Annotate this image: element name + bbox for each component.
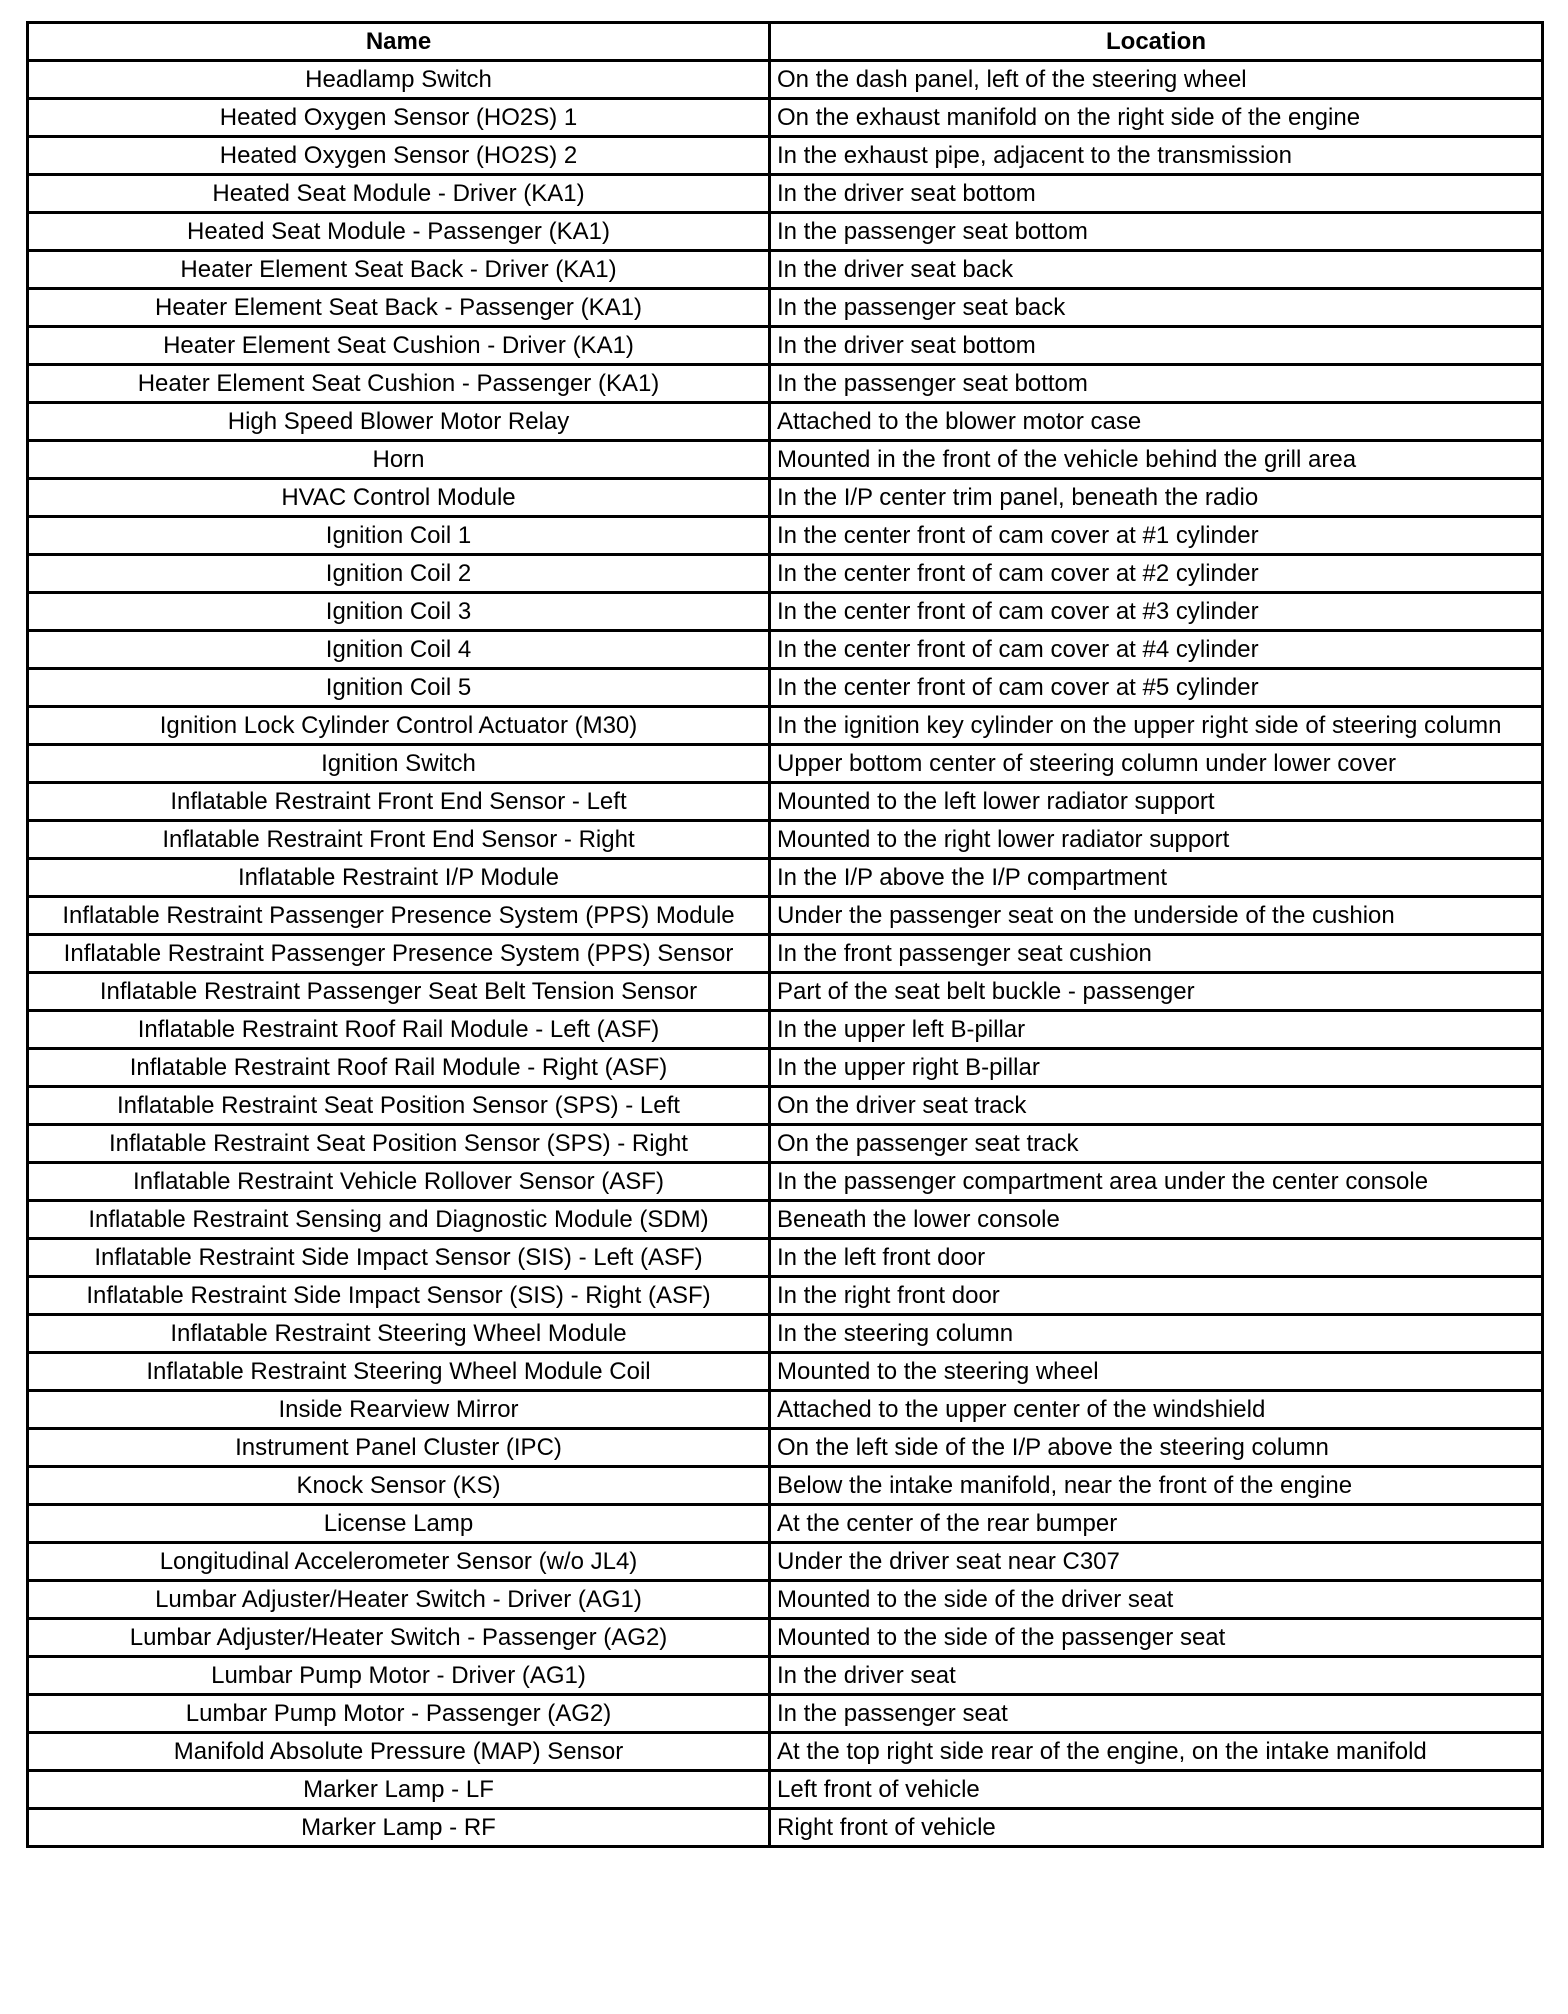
table-row xyxy=(28,1277,1543,1315)
table-row xyxy=(28,1201,1543,1239)
component-name-cell: Ignition Switch xyxy=(28,745,770,783)
component-name-cell: Inflatable Restraint Passenger Seat Belt Tension Sensor xyxy=(28,973,770,1011)
component-location-cell: In the exhaust pipe, adjacent to the transmission xyxy=(770,137,1543,175)
table-row xyxy=(28,1087,1543,1125)
component-location-cell: On the left side of the I/P above the steering column xyxy=(770,1429,1543,1467)
table-row xyxy=(28,517,1543,555)
table-row xyxy=(28,175,1543,213)
component-location-cell: Attached to the upper center of the windshield xyxy=(770,1391,1543,1429)
table-row xyxy=(28,1733,1543,1771)
component-name-cell: Inflatable Restraint Front End Sensor - Left xyxy=(28,783,770,821)
component-name-cell: Inflatable Restraint Steering Wheel Module xyxy=(28,1315,770,1353)
table-row xyxy=(28,1543,1543,1581)
table-row xyxy=(28,669,1543,707)
component-name-cell: Ignition Coil 3 xyxy=(28,593,770,631)
component-name-cell: High Speed Blower Motor Relay xyxy=(28,403,770,441)
component-location-cell: In the driver seat xyxy=(770,1657,1543,1695)
table-row xyxy=(28,99,1543,137)
table-row xyxy=(28,821,1543,859)
component-name-cell: Inflatable Restraint Side Impact Sensor (SIS) - Left (ASF) xyxy=(28,1239,770,1277)
component-name-cell: Inflatable Restraint Side Impact Sensor (SIS) - Right (ASF) xyxy=(28,1277,770,1315)
component-name-cell: Marker Lamp - RF xyxy=(28,1809,770,1847)
component-location-cell: On the dash panel, left of the steering wheel xyxy=(770,61,1543,99)
table-row xyxy=(28,479,1543,517)
table-row xyxy=(28,631,1543,669)
table-row xyxy=(28,1771,1543,1809)
table-row xyxy=(28,365,1543,403)
table-row xyxy=(28,1315,1543,1353)
table-row xyxy=(28,1163,1543,1201)
component-location-cell: Mounted to the right lower radiator support xyxy=(770,821,1543,859)
component-name-cell: Inflatable Restraint Roof Rail Module - Right (ASF) xyxy=(28,1049,770,1087)
component-name-cell: Heater Element Seat Cushion - Driver (KA1) xyxy=(28,327,770,365)
component-name-cell: Inflatable Restraint Passenger Presence System (PPS) Sensor xyxy=(28,935,770,973)
component-location-cell: In the center front of cam cover at #2 cylinder xyxy=(770,555,1543,593)
component-name-cell: Lumbar Adjuster/Heater Switch - Driver (AG1) xyxy=(28,1581,770,1619)
table-row xyxy=(28,1809,1543,1847)
component-name-cell: Heated Seat Module - Passenger (KA1) xyxy=(28,213,770,251)
table-body xyxy=(28,61,1543,1847)
table-row xyxy=(28,441,1543,479)
component-name-cell: Inflatable Restraint Roof Rail Module - Left (ASF) xyxy=(28,1011,770,1049)
table-row xyxy=(28,1049,1543,1087)
component-name-cell: Longitudinal Accelerometer Sensor (w/o JL4) xyxy=(28,1543,770,1581)
component-location-cell: Mounted to the side of the passenger seat xyxy=(770,1619,1543,1657)
component-name-cell: Heated Oxygen Sensor (HO2S) 1 xyxy=(28,99,770,137)
table-row xyxy=(28,1011,1543,1049)
component-name-cell: Heated Oxygen Sensor (HO2S) 2 xyxy=(28,137,770,175)
component-name-cell: Inside Rearview Mirror xyxy=(28,1391,770,1429)
component-name-cell: Ignition Coil 4 xyxy=(28,631,770,669)
component-name-cell: Lumbar Pump Motor - Passenger (AG2) xyxy=(28,1695,770,1733)
component-name-cell: Horn xyxy=(28,441,770,479)
component-location-cell: Left front of vehicle xyxy=(770,1771,1543,1809)
component-location-cell: On the passenger seat track xyxy=(770,1125,1543,1163)
component-name-cell: Heated Seat Module - Driver (KA1) xyxy=(28,175,770,213)
component-name-cell: Heater Element Seat Back - Driver (KA1) xyxy=(28,251,770,289)
component-location-cell: In the driver seat bottom xyxy=(770,327,1543,365)
component-location-cell: In the upper left B-pillar xyxy=(770,1011,1543,1049)
component-name-cell: Knock Sensor (KS) xyxy=(28,1467,770,1505)
component-location-cell: In the driver seat back xyxy=(770,251,1543,289)
table-row xyxy=(28,783,1543,821)
component-location-cell: In the front passenger seat cushion xyxy=(770,935,1543,973)
table-row xyxy=(28,1239,1543,1277)
table-row xyxy=(28,1125,1543,1163)
name-column-header: Name xyxy=(28,23,770,61)
component-name-cell: Inflatable Restraint Sensing and Diagnostic Module (SDM) xyxy=(28,1201,770,1239)
component-name-cell: Heater Element Seat Cushion - Passenger (KA1) xyxy=(28,365,770,403)
component-location-cell: In the I/P center trim panel, beneath the radio xyxy=(770,479,1543,517)
component-name-cell: Heater Element Seat Back - Passenger (KA1) xyxy=(28,289,770,327)
table-row xyxy=(28,973,1543,1011)
table-row xyxy=(28,1353,1543,1391)
component-location-cell: In the right front door xyxy=(770,1277,1543,1315)
table-row xyxy=(28,1581,1543,1619)
table-row xyxy=(28,327,1543,365)
component-name-cell: HVAC Control Module xyxy=(28,479,770,517)
table-row xyxy=(28,251,1543,289)
component-location-cell: In the center front of cam cover at #3 cylinder xyxy=(770,593,1543,631)
table-row xyxy=(28,897,1543,935)
table-row xyxy=(28,213,1543,251)
component-name-cell: Headlamp Switch xyxy=(28,61,770,99)
component-name-cell: Inflatable Restraint Steering Wheel Module Coil xyxy=(28,1353,770,1391)
component-name-cell: Inflatable Restraint Vehicle Rollover Sensor (ASF) xyxy=(28,1163,770,1201)
component-name-cell: Inflatable Restraint Seat Position Sensor (SPS) - Left xyxy=(28,1087,770,1125)
table-row xyxy=(28,1505,1543,1543)
component-location-cell: In the center front of cam cover at #5 cylinder xyxy=(770,669,1543,707)
table-row xyxy=(28,1467,1543,1505)
component-name-cell: Marker Lamp - LF xyxy=(28,1771,770,1809)
component-location-cell: Mounted in the front of the vehicle behind the grill area xyxy=(770,441,1543,479)
component-name-cell: Manifold Absolute Pressure (MAP) Sensor xyxy=(28,1733,770,1771)
table-row xyxy=(28,1695,1543,1733)
table-row xyxy=(28,859,1543,897)
component-location-cell: In the center front of cam cover at #4 cylinder xyxy=(770,631,1543,669)
component-location-cell: In the left front door xyxy=(770,1239,1543,1277)
component-location-cell: In the center front of cam cover at #1 cylinder xyxy=(770,517,1543,555)
component-location-table xyxy=(26,21,1544,1848)
component-location-cell: At the center of the rear bumper xyxy=(770,1505,1543,1543)
component-location-cell: Mounted to the steering wheel xyxy=(770,1353,1543,1391)
component-location-cell: In the passenger compartment area under the center console xyxy=(770,1163,1543,1201)
table-row xyxy=(28,593,1543,631)
component-name-cell: Inflatable Restraint Passenger Presence System (PPS) Module xyxy=(28,897,770,935)
component-location-cell: In the ignition key cylinder on the upper right side of steering column xyxy=(770,707,1543,745)
component-name-cell: Lumbar Pump Motor - Driver (AG1) xyxy=(28,1657,770,1695)
table-row xyxy=(28,1657,1543,1695)
table-row xyxy=(28,61,1543,99)
table-row xyxy=(28,707,1543,745)
component-location-cell: Right front of vehicle xyxy=(770,1809,1543,1847)
table-header xyxy=(28,23,1543,61)
component-location-cell: At the top right side rear of the engine, on the intake manifold xyxy=(770,1733,1543,1771)
component-location-cell: In the steering column xyxy=(770,1315,1543,1353)
component-name-cell: Lumbar Adjuster/Heater Switch - Passenger (AG2) xyxy=(28,1619,770,1657)
component-name-cell: Ignition Coil 5 xyxy=(28,669,770,707)
table-row xyxy=(28,935,1543,973)
component-location-cell: In the passenger seat xyxy=(770,1695,1543,1733)
header-row xyxy=(28,23,1543,61)
table-row xyxy=(28,1429,1543,1467)
component-location-cell: In the passenger seat bottom xyxy=(770,365,1543,403)
component-location-cell: Mounted to the left lower radiator support xyxy=(770,783,1543,821)
component-location-cell: Part of the seat belt buckle - passenger xyxy=(770,973,1543,1011)
component-location-cell: Upper bottom center of steering column under lower cover xyxy=(770,745,1543,783)
component-location-cell: Beneath the lower console xyxy=(770,1201,1543,1239)
table-row xyxy=(28,137,1543,175)
component-location-cell: Mounted to the side of the driver seat xyxy=(770,1581,1543,1619)
component-location-cell: Under the driver seat near C307 xyxy=(770,1543,1543,1581)
component-name-cell: Instrument Panel Cluster (IPC) xyxy=(28,1429,770,1467)
location-column-header: Location xyxy=(770,23,1543,61)
component-name-cell: Ignition Lock Cylinder Control Actuator (M30) xyxy=(28,707,770,745)
table-row xyxy=(28,1619,1543,1657)
component-location-cell: In the upper right B-pillar xyxy=(770,1049,1543,1087)
component-name-cell: Inflatable Restraint I/P Module xyxy=(28,859,770,897)
component-name-cell: Ignition Coil 2 xyxy=(28,555,770,593)
component-location-cell: On the exhaust manifold on the right side of the engine xyxy=(770,99,1543,137)
table-row xyxy=(28,289,1543,327)
component-location-cell: Below the intake manifold, near the front of the engine xyxy=(770,1467,1543,1505)
component-location-cell: In the I/P above the I/P compartment xyxy=(770,859,1543,897)
component-name-cell: License Lamp xyxy=(28,1505,770,1543)
table-row xyxy=(28,403,1543,441)
component-location-cell: In the passenger seat back xyxy=(770,289,1543,327)
component-name-cell: Inflatable Restraint Seat Position Sensor (SPS) - Right xyxy=(28,1125,770,1163)
component-location-cell: Under the passenger seat on the underside of the cushion xyxy=(770,897,1543,935)
table-row xyxy=(28,745,1543,783)
table-row xyxy=(28,555,1543,593)
component-location-cell: In the passenger seat bottom xyxy=(770,213,1543,251)
component-name-cell: Inflatable Restraint Front End Sensor - Right xyxy=(28,821,770,859)
component-location-sheet xyxy=(26,21,1541,1848)
table-row xyxy=(28,1391,1543,1429)
component-location-cell: In the driver seat bottom xyxy=(770,175,1543,213)
component-location-cell: Attached to the blower motor case xyxy=(770,403,1543,441)
component-name-cell: Ignition Coil 1 xyxy=(28,517,770,555)
component-location-cell: On the driver seat track xyxy=(770,1087,1543,1125)
